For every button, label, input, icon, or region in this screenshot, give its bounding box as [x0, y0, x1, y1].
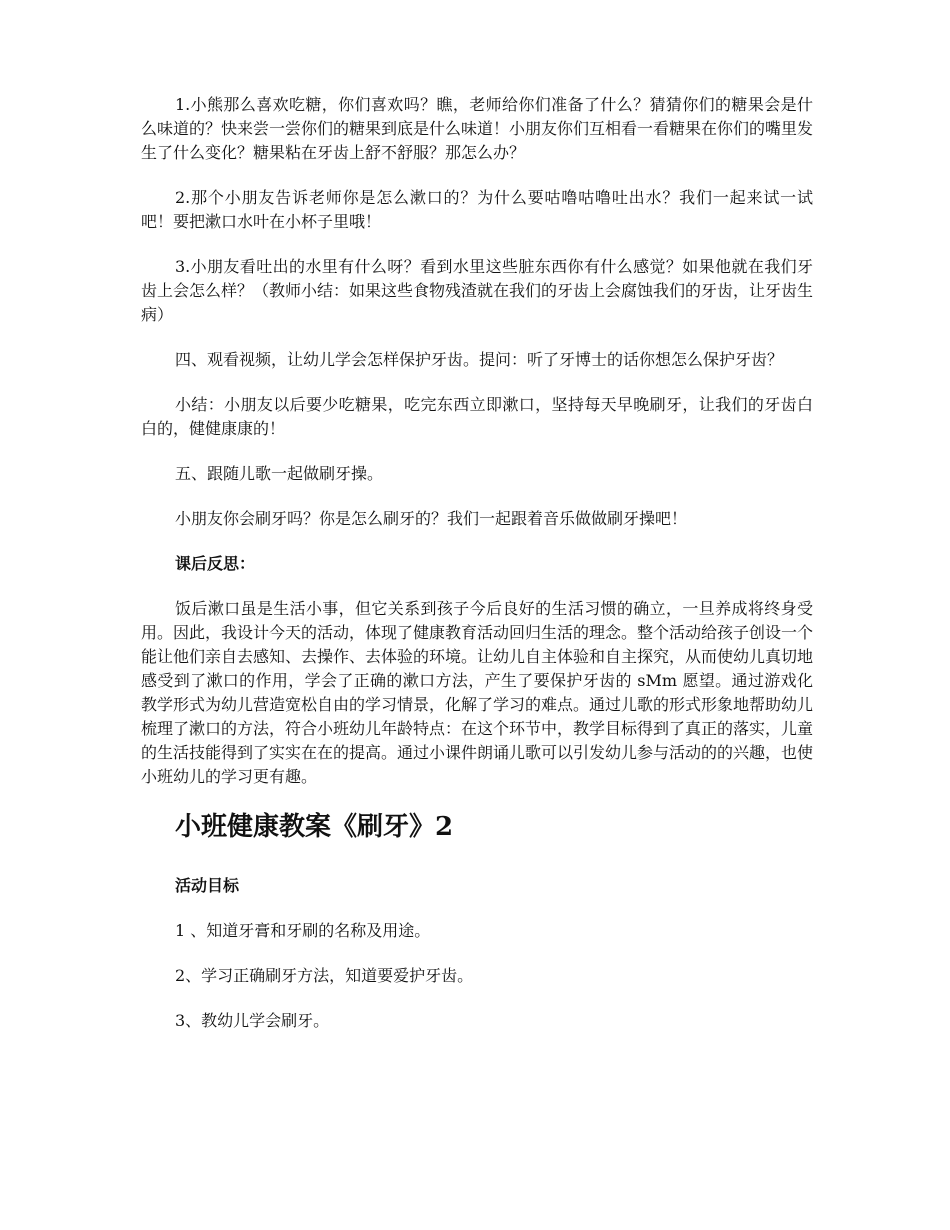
- paragraph: 四、观看视频，让幼儿学会怎样保护牙齿。提问：听了牙博士的话你想怎么保护牙齿？: [175, 350, 784, 369]
- goal-item: 3、教幼儿学会刷牙。: [175, 1011, 330, 1030]
- paragraph: 五、跟随儿歌一起做刷牙操。: [175, 464, 384, 483]
- paragraph: 2.那个小朋友告诉老师你是怎么漱口的？为什么要咕噜咕噜吐出水？我们一起来试一试吧！要把漱口水叶在小杯子里哦！: [141, 188, 813, 231]
- paragraph: 小朋友你会刷牙吗？你是怎么刷牙的？我们一起跟着音乐做做刷牙操吧！: [175, 509, 688, 528]
- paragraph: 3.小朋友看吐出的水里有什么呀？看到水里这些脏东西你有什么感觉？如果他就在我们牙齿上会怎么样？（教师小结：如果这些食物残渣就在我们的牙齿上会腐蚀我们的牙齿，让牙齿生病）: [141, 257, 814, 324]
- goal-item: 1 、知道牙膏和牙刷的名称及用途。: [175, 921, 431, 940]
- section-title: 小班健康教案《刷牙》2: [175, 812, 454, 842]
- document-page: [141, 93, 813, 1054]
- goal-item: 2、学习正确刷牙方法，知道要爱护牙齿。: [175, 966, 474, 985]
- paragraph: 小结：小朋友以后要少吃糖果，吃完东西立即漱口，坚持每天早晚刷牙，让我们的牙齿白白的，健健康康的！: [141, 395, 813, 438]
- reflection-heading: 课后反思：: [175, 554, 256, 573]
- goals-heading: 活动目标: [175, 876, 240, 895]
- paragraph: 1.小熊那么喜欢吃糖，你们喜欢吗？瞧，老师给你们准备了什么？猜猜你们的糖果会是什么味道的？快来尝一尝你们的糖果到底是什么味道！小朋友你们互相看一看糖果在你们的嘴里发生了什么变化？糖果粘在牙齿上舒不舒服？那怎么办？: [141, 95, 814, 162]
- reflection-body: 饭后漱口虽是生活小事，但它关系到孩子今后良好的生活习惯的确立，一旦养成将终身受用。因此，我设计今天的活动，体现了健康教育活动回归生活的理念。整个活动给孩子创设一个能让他们亲自去感知、去操作、去体验的环境。让幼儿自主体验和自主探究，从而使幼儿真切地感受到了漱口的作用，学会了正确的漱口方法，产生了要保护牙齿的 sMm 愿望。通过游戏化教学形式为幼儿营造宽松自由的学习情景，化解了学习的难点。通过儿歌的形式形象地帮助幼儿梳理了漱口的方法，符合小班幼儿年龄特点：在这个环节中，教学目标得到了真正的落实，儿童的生活技能得到了实实在在的提高。通过小课件朗诵儿歌可以引发幼儿参与活动的的兴趣，也使小班幼儿的学习更有趣。: [141, 599, 814, 786]
